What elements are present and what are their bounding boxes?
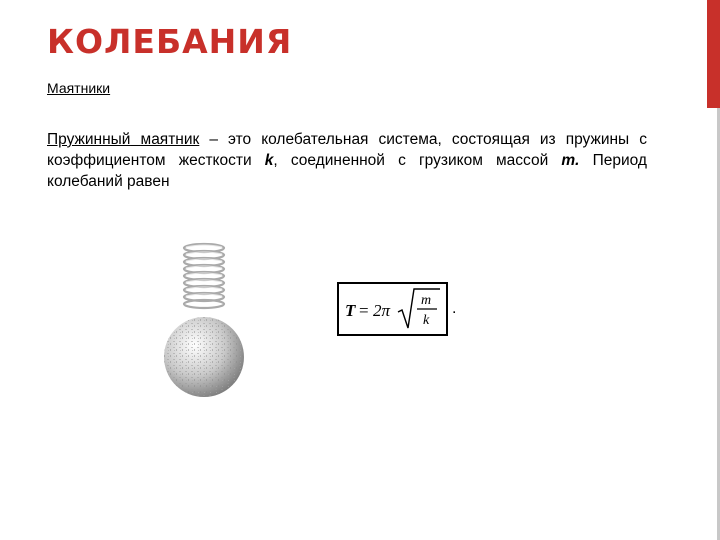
formula-coefficient: 2π [373, 301, 391, 320]
formula-box [337, 282, 448, 336]
formula-trailing-dot: . [452, 300, 457, 317]
page-title: КОЛЕБАНИЯ [47, 22, 293, 61]
term-pendulum: маятник [140, 131, 200, 148]
text-segment-3: Период колебаний равен [47, 152, 647, 190]
term-spring: Пружинный [47, 131, 131, 148]
symbol-m: m. [561, 152, 580, 169]
description-paragraph [47, 129, 647, 192]
accent-bar [707, 0, 720, 108]
formula-numerator: m [421, 293, 432, 308]
symbol-k: k [264, 152, 274, 169]
formula-lhs: T [345, 301, 356, 320]
text-segment-1: – это колебательная система, состоящая из пружины с коэффициентом жесткости [47, 131, 647, 169]
text-segment-2: , соединенной с грузиком массой [273, 152, 562, 169]
term-space [130, 131, 140, 148]
section-subtitle: Маятники [47, 80, 111, 96]
formula-denominator: k [423, 313, 430, 328]
spring-pendulum-image [160, 238, 250, 408]
formula-equals: = [359, 301, 369, 320]
